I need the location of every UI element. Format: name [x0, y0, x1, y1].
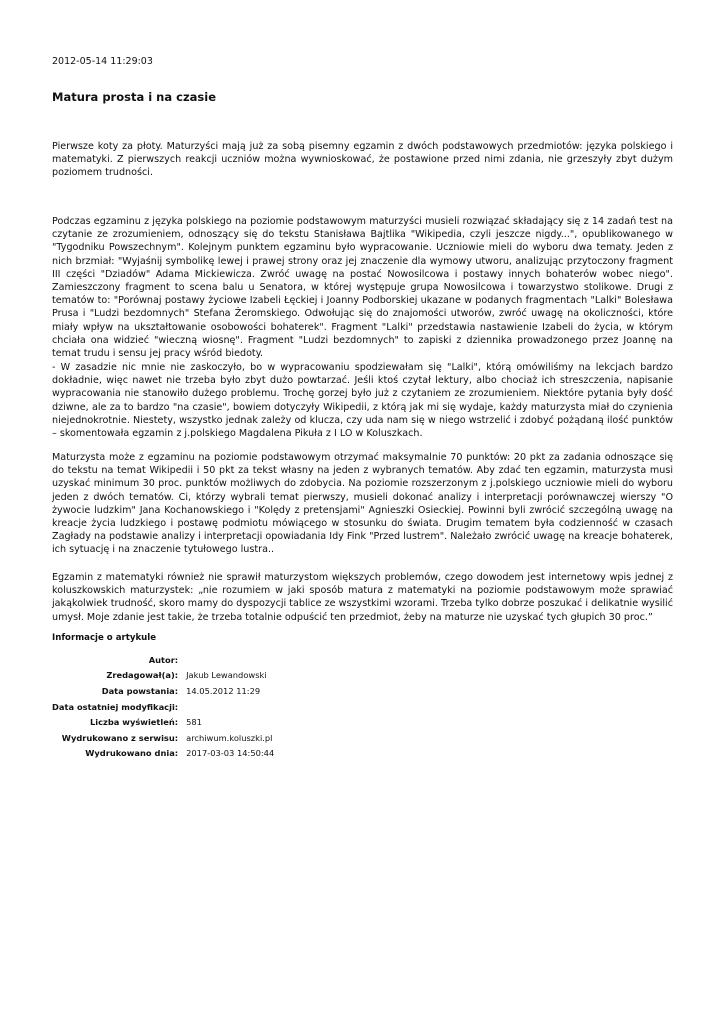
info-value: archiwum.koluszki.pl [186, 732, 273, 743]
info-row-source [52, 730, 274, 746]
info-value: 14.05.2012 11:29 [186, 685, 261, 696]
info-value [186, 652, 274, 668]
info-label: Wydrukowano z serwisu: [61, 732, 179, 743]
publish-timestamp: 2012-05-14 11:29:03 [52, 56, 153, 67]
article-info-heading: Informacje o artykule [52, 633, 157, 643]
article-paragraph: Podczas egzaminu z języka polskiego na poziomie podstawowym maturzyści musieli rozwiązać składający się z 14 zadań test na czytanie ze zrozumieniem, odnoszący się do tekstu Stanisława Bajtlika "Wikipedia, czyli jeszcze nigdy...", opublikowanego w "Tygodniku Powszechnym". Kolejnym punktem egzaminu było wypracowanie. Uczniowie mieli do wyboru dwa tematy. Jeden z nich brzmiał: "Wyjaśnij symbolikę lewej i prawej strony oraz jej znaczenie dla wymowy utworu, analizując przytoczony fragment III części "Dziadów" Adama Mickiewicza. Zwróć uwagę na postać Nowosilcowa i postawy innych bohaterów wobec niego". Zamieszczony fragment to scena balu u Senatora, w której występuje grupa Nowosilcowa i towarzystwo stolikowe. Drugi z tematów to: "Porównaj postawy życiowe Izabeli Łęckiej i Joanny Podborskiej ukazane w podanych fragmentach "Lalki" Bolesława Prusa i "Ludzi bezdomnych" Stefana Żeromskiego. Odwołując się do znajomości utworów, zwróć uwagę na okoliczności, które miały wpływ na ukształtowanie osobowości bohaterek". Fragment "Lalki" przedstawia nastawienie Izabeli do życia, w którym chciała ona widzieć "wieczną wiosnę". Fragment "Ludzi bezdomnych" to zapiski z dziennika prowadzonego przez Joannę na temat trudu i sensu jej pracy wśród biedoty. [52, 216, 673, 360]
info-row-author [52, 652, 274, 668]
info-label: Zredagował(a): [106, 670, 179, 681]
info-value: 581 [186, 717, 202, 728]
info-row-printed [52, 746, 274, 762]
article-paragraph: Maturzysta może z egzaminu na poziomie podstawowym otrzymać maksymalnie 70 punktów: 20 pkt za zadania odnoszące się do tekstu na temat Wikipedii i 50 pkt za tekst własny na jeden z wybranych tematów. Aby zdać ten egzamin, maturzysta musi uzyskać minimum 30 proc. punktów możliwych do zdobycia. Na poziomie rozszerzonym z j.polskiego uczniowie mieli do wyboru jeden z dwóch tematów. Ci, którzy wybrali temat pierwszy, musieli dokonać analizy i interpretacji porównawczej wierszy "O żywocie ludzkim" Jana Kochanowskiego i "Kolędy z pretensjami" Agnieszki Osieckiej. Powinni byli zwrócić szczególną uwagę na kreacje życia ludzkiego i postawę podmiotu mówiącego w stosunku do świata. Drugim tematem była codzienność w czasach Zagłady na podstawie analizy i interpretacji opowiadania Idy Fink "Przed lustrem". Należało zwrócić uwagę na kreacje bohaterek, ich sytuację i na znaczenie tytułowego lustra.. [52, 452, 673, 556]
article-paragraph: Egzamin z matematyki również nie sprawił maturzystom większych problemów, czego dowodem jest internetowy wpis jednej z koluszkowskich maturzystek: „nie rozumiem w jaki sposób matura z matematyki na poziomie podstawowym może sprawiać jakąkolwiek trudność, skoro mamy do dyspozycji tablice ze wszystkimi wzorami. Trzeba tylko dobrze poszukać i delikatnie wysilić umysł. Moje zdanie jest takie, że trzeba totalnie odpuścić ten przedmiot, żeby na maturze nie uzyskać tych głupich 30 proc.” [52, 572, 673, 623]
info-label: Liczba wyświetleń: [89, 717, 179, 728]
info-label: Wydrukowano dnia: [85, 748, 179, 759]
info-label: Autor: [148, 654, 179, 665]
info-value: Jakub Lewandowski [186, 670, 267, 681]
article-info-table [52, 652, 274, 761]
article-title: Matura prosta i na czasie [52, 90, 216, 104]
article-paragraph: - W zasadzie nic mnie nie zaskoczyło, bo w wypracowaniu spodziewałam się "Lalki", którą omówiliśmy na lekcjach bardzo dokładnie, więc nawet nie trzeba było zbyt dużo powtarzać. Jeśli ktoś czytał lektury, albo chociaż ich streszczenia, napisanie wypracowania nie stanowiło dużego problemu. Trochę gorzej było już z czytaniem ze zrozumieniem. Niektóre pytania były dość dziwne, ale za to bardzo "na czasie", bowiem dotyczyły Wikipedii, z którą jak mi się wydaje, każdy maturzysta miał do czynienia niejednokrotnie. Niestety, wszystko jednak zależy od klucza, czy uda nam się w niego wstrzelić i zdobyć pożądaną ilość punktów – skomentowała egzamin z j.polskiego Magdalena Pikuła z I LO w Koluszkach. [52, 362, 673, 440]
info-value: 2017-03-03 14:50:44 [186, 748, 275, 759]
info-row-views [52, 714, 274, 730]
info-row-editor [52, 668, 274, 684]
info-row-modified [52, 699, 274, 715]
info-label: Data powstania: [101, 685, 179, 696]
info-label: Data ostatniej modyfikacji: [52, 701, 179, 712]
article-lead: Pierwsze koty za płoty. Maturzyści mają już za sobą pisemny egzamin z dwóch podstawowych przedmiotów: języka polskiego i matematyki. Z pierwszych reakcji uczniów można wywnioskować, że postawione przed nimi zdania, nie grzeszyły zbyt dużym poziomem trudności. [52, 141, 673, 179]
info-row-created [52, 683, 274, 699]
info-value [186, 699, 274, 715]
